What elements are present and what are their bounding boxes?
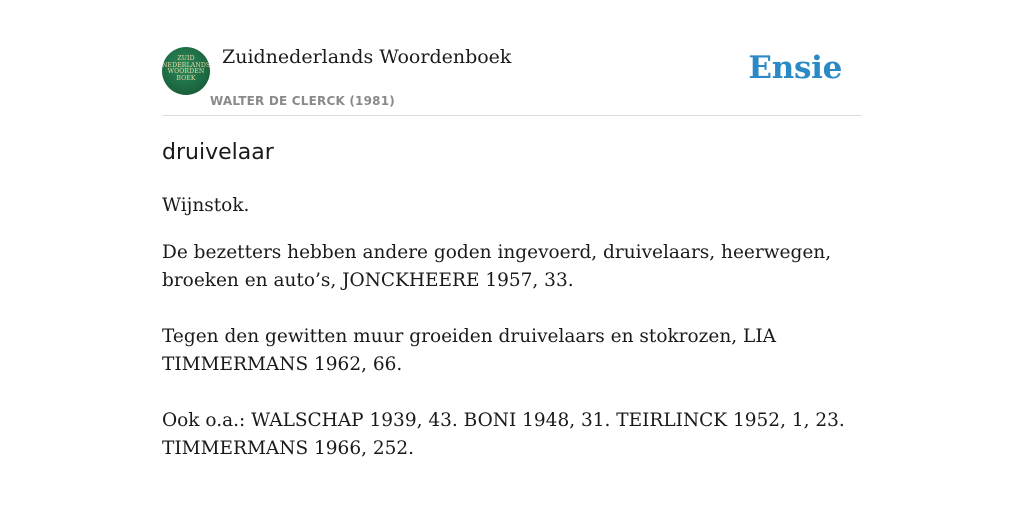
logo-text — [162, 56, 210, 82]
header — [162, 0, 862, 116]
logo-line: BOEK — [176, 74, 196, 82]
dictionary-title[interactable]: Zuidnederlands Woordenboek — [222, 46, 512, 68]
entry-quotation: Tegen den gewitten muur groeiden druivelaars en stokrozen, LIA TIMMERMANS 1962, 66. — [162, 326, 776, 375]
entry-quotation: De bezetters hebben andere goden ingevoerd, druivelaars, heerwegen, broeken en auto’s, JONCKHEERE 1957, 33. — [162, 242, 832, 291]
logo-line: WOORDEN — [167, 68, 205, 76]
entry-headword: druivelaar — [162, 140, 274, 165]
brand-logo[interactable]: Ensie — [748, 50, 842, 86]
logo-line: ZUID — [177, 55, 195, 62]
dictionary-author: WALTER DE CLERCK (1981) — [210, 94, 395, 108]
dictionary-logo[interactable] — [162, 47, 210, 95]
entry-definition: Wijnstok. — [162, 195, 250, 216]
page — [162, 0, 862, 459]
entry-quotation: Ook o.a.: WALSCHAP 1939, 43. BONI 1948, 31. TEIRLINCK 1952, 1, 23. TIMMERMANS 1966, 252. — [162, 410, 845, 459]
logo-line: NEDERLANDS — [162, 61, 210, 69]
